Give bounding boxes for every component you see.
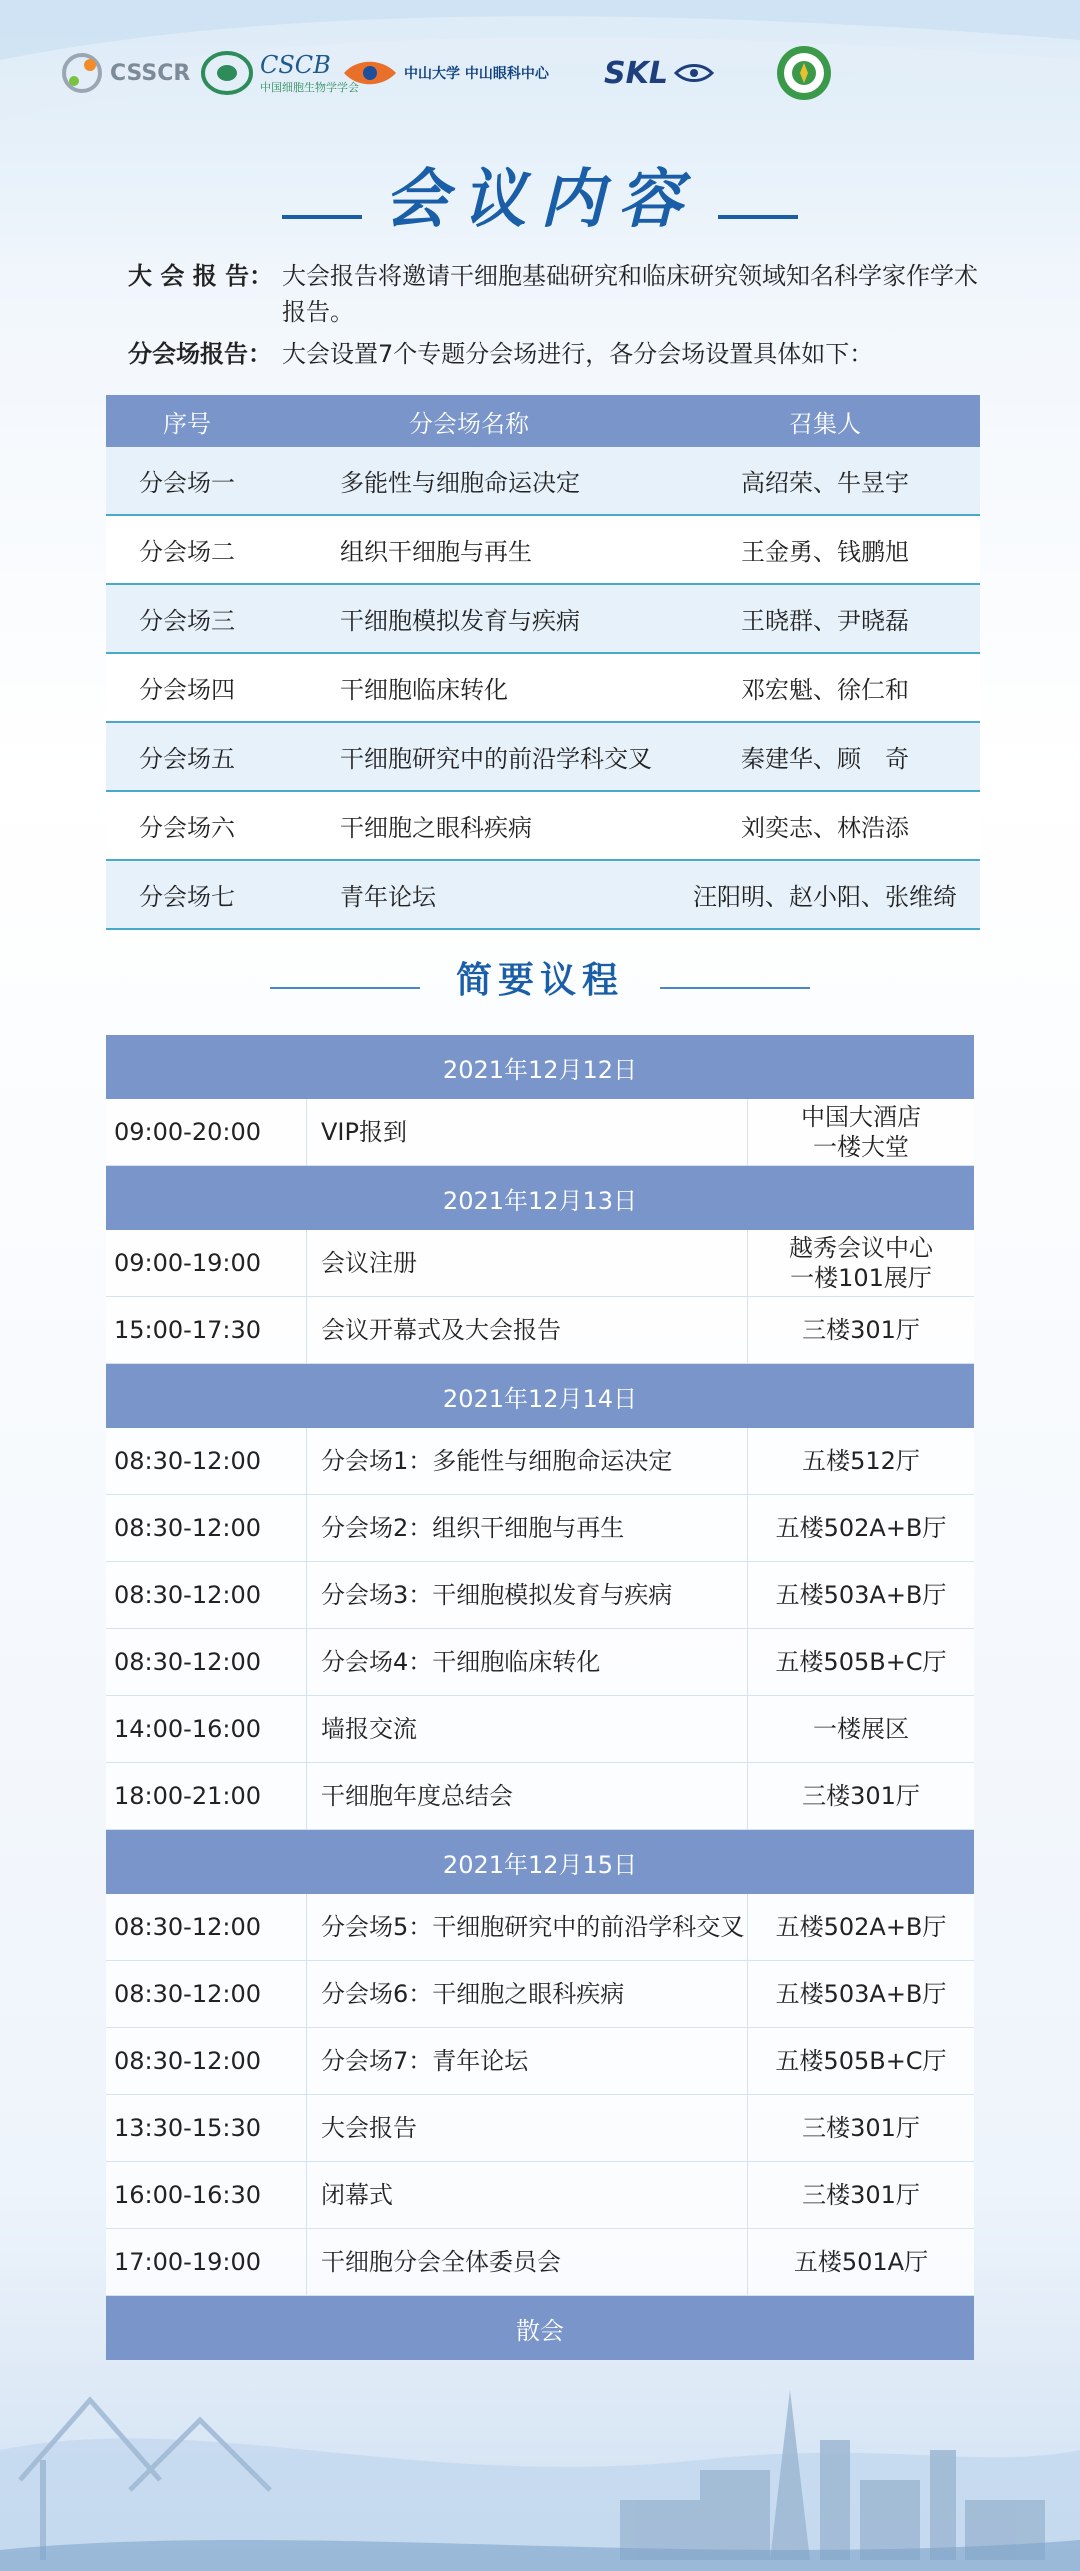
plenary-report-label: 大 会 报 告： (128, 262, 274, 290)
subsession-table-body (106, 447, 980, 929)
agenda-event: 分会场6：干细胞之眼科疾病 (321, 1980, 625, 2008)
subsession-index: 分会场六 (106, 791, 268, 860)
agenda-event: 分会场7：青年论坛 (321, 2047, 529, 2075)
subsession-index: 分会场一 (106, 447, 268, 515)
agenda-time: 14:00-16:00 (114, 1715, 261, 1743)
agenda-event: 分会场3：干细胞模拟发育与疾病 (321, 1581, 673, 1609)
agenda-event: 分会场5：干细胞研究中的前沿学科交叉 (321, 1913, 745, 1941)
subsession-name: 干细胞模拟发育与疾病 (268, 584, 670, 653)
eye-logo-icon (342, 58, 398, 88)
subsession-report-label: 分会场报告： (128, 340, 272, 368)
agenda-place: 五楼512厅 (802, 1447, 920, 1475)
agenda-event: 分会场2：组织干细胞与再生 (321, 1514, 625, 1542)
agenda-time: 08:30-12:00 (114, 2047, 261, 2075)
brief-agenda-heading (0, 952, 1080, 1003)
subsession-index: 分会场四 (106, 653, 268, 722)
subsession-row (106, 447, 980, 515)
subsession-row (106, 722, 980, 791)
agenda-row (106, 2028, 974, 2095)
skl-eye-icon (674, 61, 714, 85)
agenda-event: 分会场4：干细胞临床转化 (321, 1648, 601, 1676)
subsession-convener: 刘奕志、林浩添 (670, 791, 980, 860)
header-session-name: 分会场名称 (268, 395, 670, 447)
subsession-convener: 高绍荣、牛昱宇 (670, 447, 980, 515)
agenda-time: 08:30-12:00 (114, 1648, 261, 1676)
logo-cscb (200, 38, 359, 108)
agenda-event: 干细胞年度总结会 (321, 1782, 513, 1810)
logo-emblem (774, 38, 834, 108)
agenda-event: 干细胞分会全体委员会 (321, 2248, 561, 2276)
agenda-event: 大会报告 (321, 2114, 417, 2142)
plenary-report-intro (128, 258, 988, 330)
agenda-time: 08:30-12:00 (114, 1913, 261, 1941)
agenda-event: 会议注册 (321, 1249, 417, 1277)
logo-bar (0, 38, 1080, 118)
subsession-convener: 汪阳明、赵小阳、张维绮 (670, 860, 980, 929)
agenda-heading-line-left (270, 987, 420, 989)
agenda-place: 越秀会议中心 一楼101展厅 (789, 1234, 933, 1292)
agenda-place: 五楼505B+C厅 (775, 1648, 947, 1676)
agenda-place: 五楼501A厅 (793, 2248, 929, 2276)
agenda-row (106, 2162, 974, 2229)
city-skyline-decoration (0, 2330, 1080, 2571)
logo-skl (604, 38, 714, 108)
subsession-name: 青年论坛 (268, 860, 670, 929)
logo-zhongshan (342, 38, 549, 108)
agenda-place: 五楼502A+B厅 (775, 1514, 947, 1542)
agenda-row (106, 1629, 974, 1696)
cscb-logo-subtext: 中国细胞生物学学会 (260, 81, 359, 94)
subsession-table-header (106, 395, 980, 447)
agenda-time: 09:00-19:00 (114, 1249, 261, 1277)
heading-dash-left (282, 215, 362, 219)
agenda-place: 三楼301厅 (802, 2181, 920, 2209)
agenda-row (106, 1297, 974, 1364)
agenda-place: 三楼301厅 (802, 2114, 920, 2142)
agenda-event: 分会场1：多能性与细胞命运决定 (321, 1447, 673, 1475)
agenda-place: 五楼505B+C厅 (775, 2047, 947, 2075)
agenda-event: 墙报交流 (321, 1715, 417, 1743)
agenda-row (106, 1894, 974, 1961)
skl-logo-text: SKL (604, 55, 668, 91)
plenary-report-text: 大会报告将邀请干细胞基础研究和临床研究领域知名科学家作学术报告。 (282, 262, 978, 326)
subsession-convener: 王晓群、尹晓磊 (670, 584, 980, 653)
subsession-table (106, 395, 980, 930)
subsession-convener: 王金勇、钱鹏旭 (670, 515, 980, 584)
agenda-time: 08:30-12:00 (114, 1980, 261, 2008)
agenda-time: 18:00-21:00 (114, 1782, 261, 1810)
subsession-row (106, 653, 980, 722)
agenda-place: 三楼301厅 (802, 1782, 920, 1810)
subsession-index: 分会场五 (106, 722, 268, 791)
agenda-date-header: 2021年12月12日 (106, 1035, 974, 1099)
subsession-row (106, 515, 980, 584)
agenda-place: 三楼301厅 (802, 1316, 920, 1344)
subsession-row (106, 791, 980, 860)
subsession-name: 干细胞研究中的前沿学科交叉 (268, 722, 670, 791)
agenda-end-adjourn: 散会 (106, 2296, 974, 2360)
subsession-index: 分会场二 (106, 515, 268, 584)
subsession-name: 干细胞之眼科疾病 (268, 791, 670, 860)
agenda-place: 五楼503A+B厅 (775, 1581, 947, 1609)
agenda-event: 闭幕式 (321, 2181, 393, 2209)
agenda-row (106, 1495, 974, 1562)
agenda-time: 08:30-12:00 (114, 1514, 261, 1542)
subsession-convener: 邓宏魁、徐仁和 (670, 653, 980, 722)
zhongshan-logo-text: 中山大学 中山眼科中心 (404, 66, 549, 82)
agenda-time: 15:00-17:30 (114, 1316, 261, 1344)
agenda-row (106, 1961, 974, 2028)
agenda-heading-line-right (660, 987, 810, 989)
subsession-index: 分会场七 (106, 860, 268, 929)
agenda-row (106, 1099, 974, 1166)
agenda-row (106, 1696, 974, 1763)
csscr-logo-text: CSSCR (110, 60, 191, 86)
subsession-row (106, 860, 980, 929)
header-index: 序号 (106, 395, 268, 447)
conference-content-title: 会议内容 (384, 162, 696, 237)
agenda-row (106, 1763, 974, 1830)
logo-csscr (60, 38, 190, 108)
subsession-name: 多能性与细胞命运决定 (268, 447, 670, 515)
agenda-place: 一楼展区 (813, 1715, 909, 1743)
subsession-report-intro (128, 336, 988, 372)
round-emblem-icon (774, 43, 834, 103)
heading-dash-right (718, 215, 798, 219)
subsession-name: 组织干细胞与再生 (268, 515, 670, 584)
agenda-row (106, 1562, 974, 1629)
agenda-time: 08:30-12:00 (114, 1581, 261, 1609)
agenda-time: 13:30-15:30 (114, 2114, 261, 2142)
subsession-convener: 秦建华、顾 奇 (670, 722, 980, 791)
agenda-event: VIP报到 (321, 1118, 407, 1146)
cscb-logo-text: CSCB (260, 51, 331, 79)
csscr-emblem-icon (60, 51, 104, 95)
agenda-row (106, 2229, 974, 2296)
agenda-time: 09:00-20:00 (114, 1118, 261, 1146)
subsession-row (106, 584, 980, 653)
agenda-event: 会议开幕式及大会报告 (321, 1316, 561, 1344)
agenda-time: 17:00-19:00 (114, 2248, 261, 2276)
header-convener: 召集人 (670, 395, 980, 447)
agenda-place: 五楼503A+B厅 (775, 1980, 947, 2008)
subsession-report-text: 大会设置7个专题分会场进行，各分会场设置具体如下： (282, 340, 874, 368)
agenda-table (106, 1035, 974, 2360)
cscb-emblem-icon (200, 48, 254, 98)
conference-content-heading (0, 148, 1080, 240)
agenda-place: 中国大酒店 一楼大堂 (801, 1103, 921, 1161)
agenda-date-header: 2021年12月13日 (106, 1166, 974, 1230)
agenda-row (106, 1230, 974, 1297)
agenda-date-header: 2021年12月14日 (106, 1364, 974, 1428)
agenda-time: 08:30-12:00 (114, 1447, 261, 1475)
subsession-index: 分会场三 (106, 584, 268, 653)
agenda-date-header: 2021年12月15日 (106, 1830, 974, 1894)
agenda-row (106, 2095, 974, 2162)
agenda-row (106, 1428, 974, 1495)
subsession-name: 干细胞临床转化 (268, 653, 670, 722)
brief-agenda-title: 简要议程 (455, 960, 624, 1001)
agenda-place: 五楼502A+B厅 (775, 1913, 947, 1941)
agenda-time: 16:00-16:30 (114, 2181, 261, 2209)
